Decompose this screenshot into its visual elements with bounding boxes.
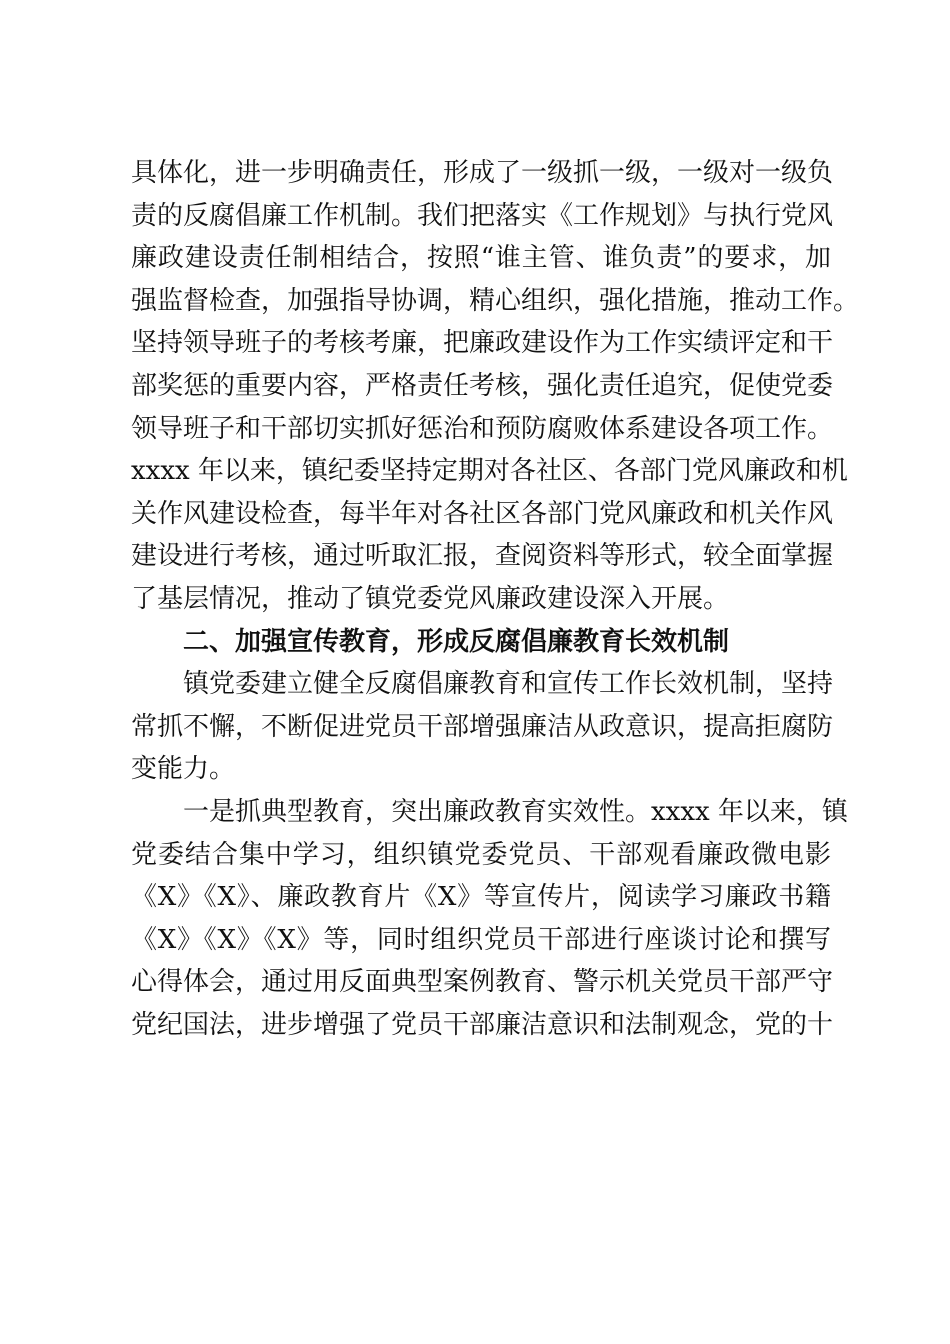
- paragraph-line: 常抓不懈，不断促进党员干部增强廉洁从政意识，提高拒腐防: [131, 711, 834, 742]
- paragraph-line: 建设进行考核，通过听取汇报，查阅资料等形式，较全面掌握: [131, 541, 834, 572]
- paragraph-line: 具体化，进一步明确责任，形成了一级抓一级，一级对一级负: [131, 158, 834, 188]
- paragraph-line: 廉政建设责任制相结合，按照“谁主管、谁负责”的要求，加: [131, 243, 831, 274]
- paragraph-line: 党委结合集中学习，组织镇党委党员、干部观看廉政微电影: [131, 839, 831, 870]
- paragraph-line: 心得体会，通过用反面典型案例教育、警示机关党员干部严守: [131, 967, 834, 998]
- paragraph-line: 变能力。: [131, 754, 236, 785]
- section-heading: 二、加强宣传教育，形成反腐倡廉教育长效机制: [183, 626, 730, 657]
- paragraph-line: 关作风建设检查，每半年对各社区各部门党风廉政和机关作风: [131, 498, 834, 529]
- paragraph-line: 了基层情况，推动了镇党委党风廉政建设深入开展。: [131, 583, 730, 614]
- paragraph-line: 镇党委建立健全反腐倡廉教育和宣传工作长效机制，坚持: [183, 669, 834, 700]
- paragraph-line: 坚持领导班子的考核考廉，把廉政建设作为工作实绩评定和干: [131, 328, 834, 359]
- body-text: [131, 152, 860, 1046]
- paragraph-line: 《X》《X》《X》等，同时组织党员干部进行座谈讨论和撰写: [131, 924, 831, 955]
- paragraph-line: 责的反腐倡廉工作机制。我们把落实《工作规划》与执行党风: [131, 200, 834, 231]
- paragraph-line: 领导班子和干部切实抓好惩治和预防腐败体系建设各项工作。: [131, 413, 834, 444]
- paragraph-line: 《X》《X》、廉政教育片《X》等宣传片，阅读学习廉政书籍: [131, 882, 831, 913]
- paragraph-line: 党纪国法，进步增强了党员干部廉洁意识和法制观念，党的十: [131, 1009, 834, 1040]
- paragraph-line: 部奖惩的重要内容，严格责任考核，强化责任追究，促使党委: [131, 370, 834, 401]
- paragraph-line: 强监督检查，加强指导协调，精心组织，强化措施，推动工作。: [131, 285, 860, 316]
- paragraph-line: 一是抓典型教育，突出廉政教育实效性。xxxx 年以来，镇: [183, 796, 848, 827]
- paragraph-line: xxxx 年以来，镇纪委坚持定期对各社区、各部门党风廉政和机: [131, 456, 848, 487]
